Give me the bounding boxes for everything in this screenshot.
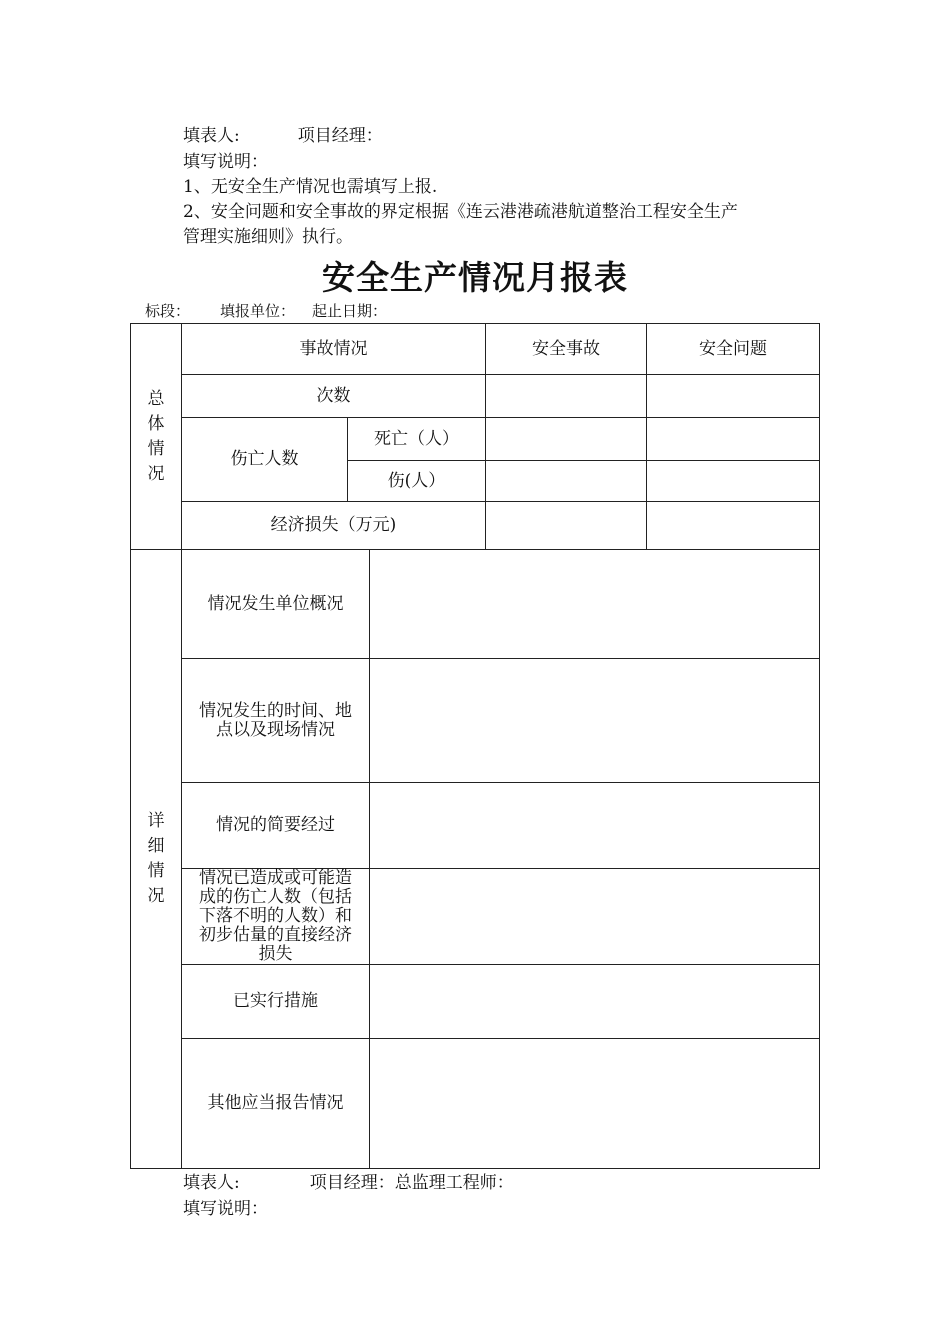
table-border-right bbox=[819, 323, 820, 1169]
header-safety-accident: 安全事故 bbox=[532, 338, 600, 359]
instruction-item-2-line-2: 管理实施细则》执行。 bbox=[183, 227, 353, 247]
header-safety-issue: 安全问题 bbox=[699, 338, 767, 359]
supervisor-label: 总监理工程师： bbox=[394, 1173, 514, 1193]
dates-label: 起止日期： bbox=[312, 302, 388, 320]
top-signature-line bbox=[183, 125, 383, 147]
economic-loss-label: 经济损失（万元) bbox=[270, 515, 397, 535]
bottom-signature-line bbox=[183, 1172, 514, 1194]
detail-unit-overview: 情况发生单位概况 bbox=[207, 593, 344, 614]
detail-brief-process: 情况的简要经过 bbox=[216, 815, 335, 835]
overall-label-char: 况 bbox=[147, 463, 165, 484]
bottom-instructions-label: 填写说明： bbox=[183, 1199, 268, 1219]
casualties-label: 伤亡人数 bbox=[230, 449, 299, 469]
overall-label-char: 情 bbox=[147, 438, 165, 459]
bottom-manager-label: 项目经理： bbox=[309, 1173, 395, 1193]
detail-measures-taken: 已实行措施 bbox=[233, 991, 318, 1011]
detail-label-char: 细 bbox=[147, 836, 165, 856]
overall-section-label bbox=[131, 324, 181, 549]
detail-label-char: 况 bbox=[147, 886, 165, 906]
manager-label: 项目经理： bbox=[297, 126, 383, 146]
detail-label-char: 详 bbox=[147, 811, 165, 831]
table-border-bottom bbox=[130, 1168, 820, 1169]
instruction-item-2-line-1: 2、安全问题和安全事故的界定根据《连云港港疏港航道整治工程安全生产 bbox=[183, 202, 738, 222]
header-accident-status: 事故情况 bbox=[299, 338, 368, 359]
detail-time-location: 情况发生的时间、地点以及现场情况 bbox=[199, 700, 352, 740]
injured-label: 伤(人） bbox=[387, 470, 446, 491]
overall-label-char: 总 bbox=[147, 388, 165, 409]
grid-line bbox=[369, 549, 370, 1169]
detail-casualties-losses: 情况已造成或可能造成的伤亡人数（包括下落不明的人数）和初步估量的直接经济损失 bbox=[199, 868, 352, 964]
detail-other-reports: 其他应当报告情况 bbox=[207, 1093, 344, 1113]
count-label: 次数 bbox=[316, 385, 351, 406]
bottom-filler-label: 填表人: bbox=[183, 1173, 240, 1193]
deaths-label: 死亡（人） bbox=[374, 428, 459, 449]
detail-section-label bbox=[131, 550, 181, 1168]
section-label: 标段： bbox=[145, 302, 191, 320]
instruction-item-1: 1、无安全生产情况也需填写上报. bbox=[183, 177, 438, 197]
instructions-label: 填写说明： bbox=[183, 152, 268, 172]
filler-label: 填表人: bbox=[183, 126, 240, 146]
overall-label-char: 体 bbox=[147, 413, 165, 434]
unit-label: 填报单位： bbox=[220, 302, 296, 320]
page-title: 安全生产情况月报表 bbox=[322, 258, 628, 297]
detail-label-char: 情 bbox=[147, 861, 165, 881]
